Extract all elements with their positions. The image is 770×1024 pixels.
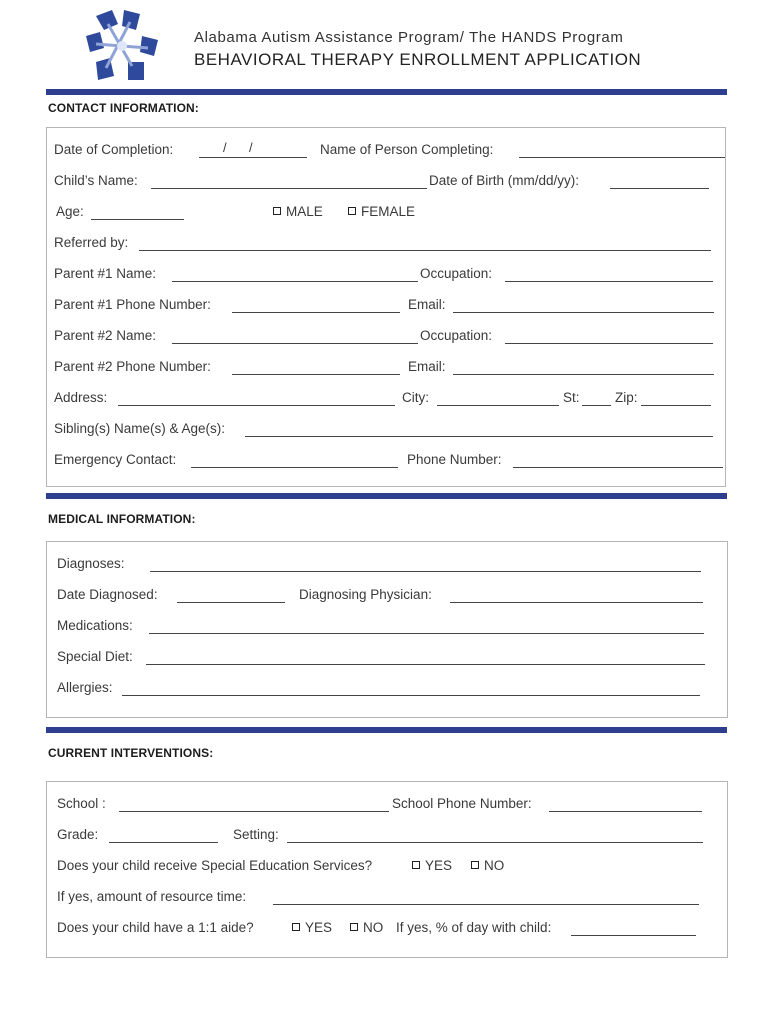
parent2-email-field[interactable] [453, 374, 714, 375]
school-row [47, 796, 727, 816]
zip-label: Zip: [615, 390, 638, 405]
male-option[interactable] [273, 204, 323, 219]
aide-yes-checkbox[interactable] [292, 923, 300, 931]
special-ed-row [47, 858, 727, 878]
special-diet-label: Special Diet: [57, 649, 133, 664]
city-field[interactable] [437, 405, 559, 406]
name-completing-field[interactable] [519, 157, 725, 158]
interventions-section-title: CURRENT INTERVENTIONS: [48, 746, 214, 760]
child-name-row [47, 173, 725, 193]
dob-label: Date of Birth (mm/dd/yy): [429, 173, 580, 188]
interventions-box [46, 781, 728, 958]
referred-by-label: Referred by: [54, 235, 129, 250]
diagnoses-row [47, 556, 727, 576]
grade-label: Grade: [57, 827, 99, 842]
siblings-label: Sibling(s) Name(s) & Age(s): [54, 421, 226, 436]
dob-field[interactable] [610, 188, 709, 189]
no-label: NO [363, 920, 384, 935]
allergies-field[interactable] [122, 695, 700, 696]
state-label: St: [563, 390, 580, 405]
parent1-email-label: Email: [408, 297, 446, 312]
age-field[interactable] [91, 219, 184, 220]
zip-field[interactable] [641, 405, 711, 406]
name-completing-label: Name of Person Completing: [320, 142, 494, 157]
parent2-email-label: Email: [408, 359, 446, 374]
no-label: NO [484, 858, 505, 873]
medical-info-box [46, 541, 728, 718]
setting-label: Setting: [233, 827, 279, 842]
contact-info-box [46, 127, 726, 487]
medications-label: Medications: [57, 618, 133, 633]
siblings-field[interactable] [245, 436, 713, 437]
date-of-completion-label: Date of Completion: [54, 142, 174, 157]
parent2-occupation-field[interactable] [505, 343, 713, 344]
parent2-row [47, 328, 725, 348]
childs-name-field[interactable] [151, 188, 427, 189]
childs-name-label: Child’s Name: [54, 173, 138, 188]
date-slash: / [249, 140, 253, 155]
state-field[interactable] [582, 405, 611, 406]
aide-no-checkbox[interactable] [350, 923, 358, 931]
date-of-completion-field[interactable] [199, 157, 307, 158]
yes-label: YES [305, 920, 333, 935]
grade-field[interactable] [109, 842, 218, 843]
date-diagnosed-label: Date Diagnosed: [57, 587, 158, 602]
date-slash: / [223, 140, 227, 155]
school-label: School : [57, 796, 106, 811]
referred-by-field[interactable] [139, 250, 711, 251]
male-checkbox[interactable] [273, 207, 281, 215]
form-title: BEHAVIORAL THERAPY ENROLLMENT APPLICATION [194, 50, 642, 69]
school-phone-label: School Phone Number: [392, 796, 532, 811]
completion-row [47, 142, 725, 162]
aide-no-option[interactable] [350, 920, 383, 935]
parent2-name-field[interactable] [172, 343, 418, 344]
emergency-contact-field[interactable] [191, 467, 398, 468]
percent-day-field[interactable] [571, 935, 696, 936]
section-divider [46, 727, 727, 733]
aide-yes-option[interactable] [292, 920, 332, 935]
age-label: Age: [56, 204, 84, 219]
city-label: City: [402, 390, 429, 405]
parent1-occupation-label: Occupation: [420, 266, 493, 281]
female-label: FEMALE [361, 204, 416, 219]
parent1-phone-label: Parent #1 Phone Number: [54, 297, 211, 312]
special-ed-yes-option[interactable] [412, 858, 452, 873]
referred-row [47, 235, 725, 255]
date-diagnosed-field[interactable] [177, 602, 285, 603]
address-field[interactable] [118, 405, 395, 406]
aide-question: Does your child have a 1:1 aide? [57, 920, 254, 935]
parent2-occupation-label: Occupation: [420, 328, 493, 343]
parent1-name-label: Parent #1 Name: [54, 266, 157, 281]
physician-field[interactable] [450, 602, 703, 603]
special-diet-field[interactable] [146, 664, 705, 665]
contact-section-title: CONTACT INFORMATION: [48, 101, 199, 115]
emergency-phone-label: Phone Number: [407, 452, 502, 467]
resource-time-row [47, 889, 727, 909]
female-checkbox[interactable] [348, 207, 356, 215]
special-diet-row [47, 649, 727, 669]
section-divider [46, 493, 727, 499]
address-row [47, 390, 725, 410]
grade-row [47, 827, 727, 847]
medications-field[interactable] [149, 633, 704, 634]
resource-time-label: If yes, amount of resource time: [57, 889, 247, 904]
medical-section-title: MEDICAL INFORMATION: [48, 512, 196, 526]
aide-row [47, 920, 727, 940]
hands-program-logo [82, 6, 164, 86]
school-phone-field[interactable] [549, 811, 702, 812]
diagnoses-label: Diagnoses: [57, 556, 125, 571]
special-ed-no-checkbox[interactable] [471, 861, 479, 869]
parent1-email-field[interactable] [453, 312, 714, 313]
address-label: Address: [54, 390, 108, 405]
section-divider [46, 89, 727, 95]
resource-time-field[interactable] [273, 904, 699, 905]
parent1-occupation-field[interactable] [505, 281, 713, 282]
percent-day-label: If yes, % of day with child: [396, 920, 552, 935]
siblings-row [47, 421, 725, 441]
yes-label: YES [425, 858, 453, 873]
physician-label: Diagnosing Physician: [299, 587, 432, 602]
special-ed-no-option[interactable] [471, 858, 504, 873]
special-ed-question: Does your child receive Special Education Services? [57, 858, 373, 873]
parent2-name-label: Parent #2 Name: [54, 328, 157, 343]
emergency-phone-field[interactable] [513, 467, 723, 468]
parent2-phone-field[interactable] [232, 374, 400, 375]
parent1-phone-field[interactable] [232, 312, 400, 313]
parent2-phone-label: Parent #2 Phone Number: [54, 359, 211, 374]
allergies-label: Allergies: [57, 680, 113, 695]
school-field[interactable] [119, 811, 389, 812]
diagnosis-date-row [47, 587, 727, 607]
parent2-contact-row [47, 359, 725, 379]
diagnoses-field[interactable] [150, 571, 701, 572]
male-label: MALE [286, 204, 323, 219]
medications-row [47, 618, 727, 638]
age-gender-row [47, 204, 725, 224]
parent1-row [47, 266, 725, 286]
parent1-contact-row [47, 297, 725, 317]
emergency-contact-label: Emergency Contact: [54, 452, 177, 467]
allergies-row [47, 680, 727, 700]
special-ed-yes-checkbox[interactable] [412, 861, 420, 869]
emergency-row [47, 452, 725, 472]
parent1-name-field[interactable] [172, 281, 418, 282]
program-name: Alabama Autism Assistance Program/ The HANDS Program [194, 29, 624, 46]
setting-field[interactable] [287, 842, 703, 843]
female-option[interactable] [348, 204, 415, 219]
